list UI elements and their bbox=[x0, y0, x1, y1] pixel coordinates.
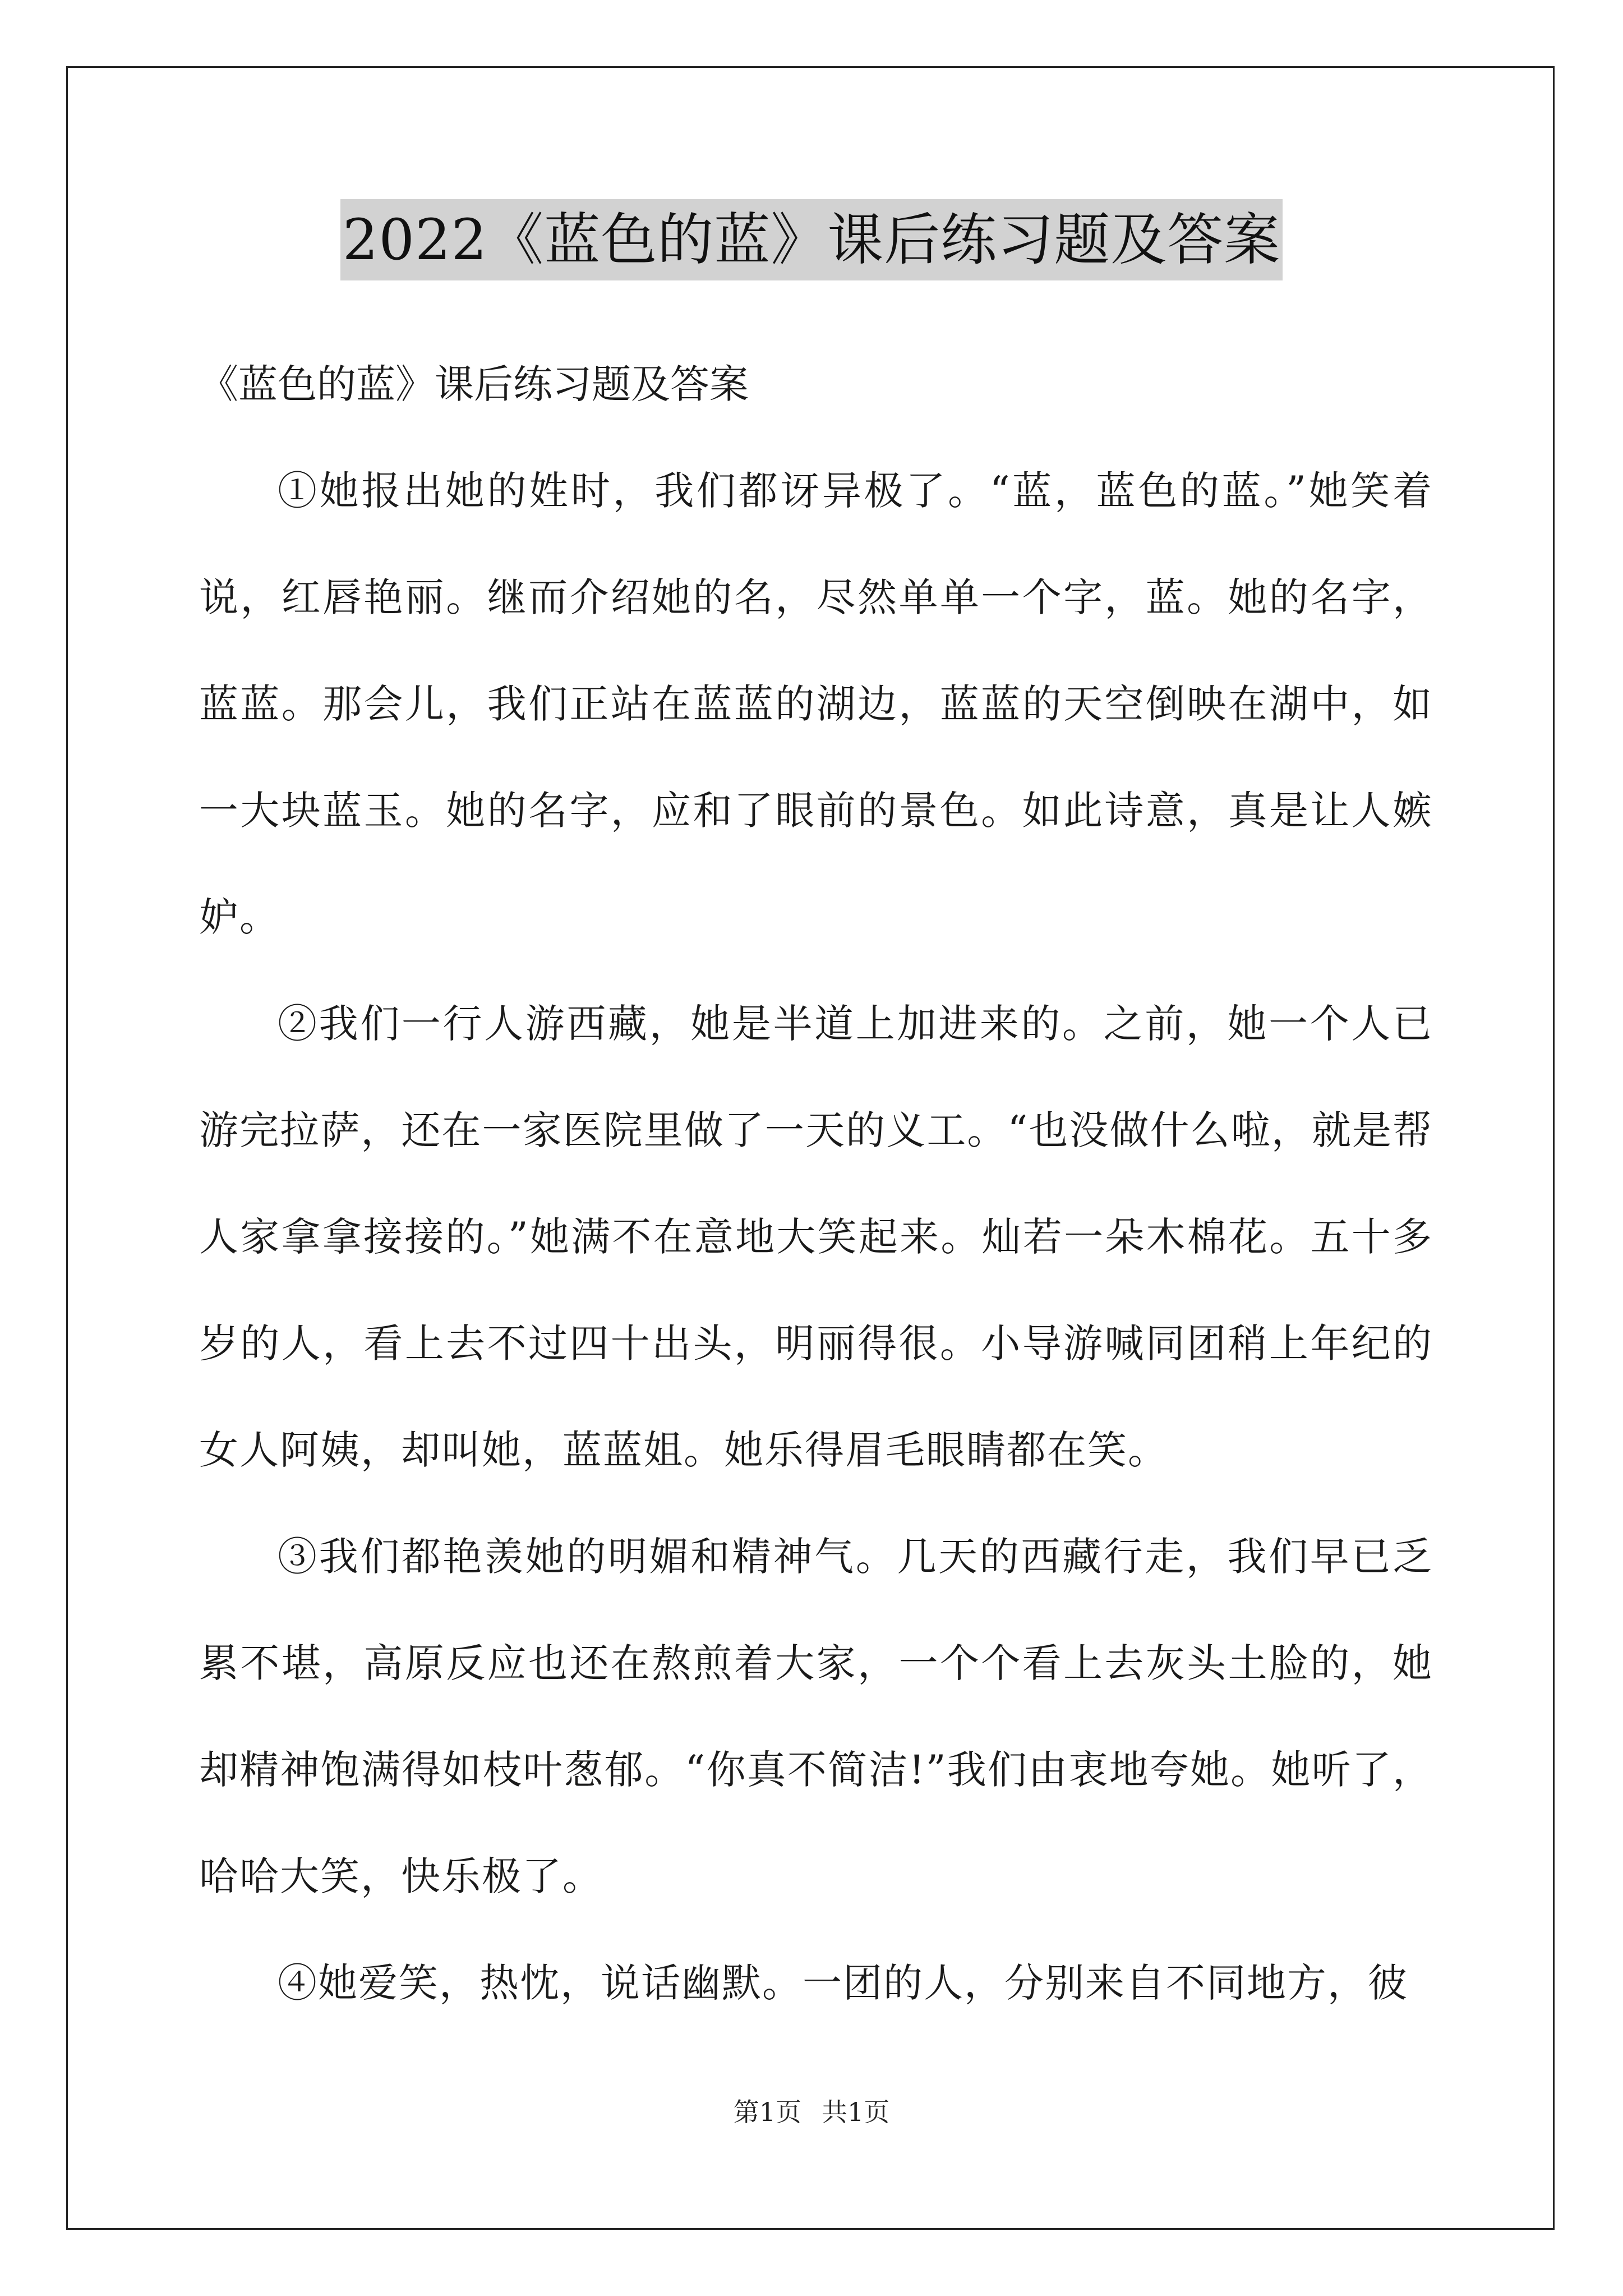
document-subtitle: 《蓝色的蓝》课后练习题及答案 bbox=[199, 361, 749, 407]
document-body bbox=[199, 331, 1433, 2036]
page-total: 共1页 bbox=[822, 2097, 890, 2127]
title-container bbox=[0, 199, 1623, 280]
paragraph-2: ②我们一行人游西藏，她是半道上加进来的。之前，她一个人已游完拉萨，还在一家医院里做了一天的义工。“也没做什么啦，就是帮人家拿拿接接的。”她满不在意地大笑起来。灿若一朵木棉花。五十多岁的人，看上去不过四十出头，明丽得很。小导游喊同团稍上年纪的女人阿姨，却叫她，蓝蓝姐。她乐得眉毛眼睛都在笑。 bbox=[199, 1001, 1433, 1473]
paragraph-3: ③我们都艳羡她的明媚和精神气。几天的西藏行走，我们早已乏累不堪，高原反应也还在熬煎着大家，一个个看上去灰头土脸的，她却精神饱满得如枝叶葱郁。“你真不简洁!”我们由衷地夸她。她听了，哈哈大笑，快乐极了。 bbox=[199, 1534, 1433, 1899]
page-footer bbox=[0, 2095, 1623, 2129]
page-number: 第1页 bbox=[733, 2097, 801, 2127]
paragraph-1: ①她报出她的姓时，我们都讶异极了。“蓝，蓝色的蓝。”她笑着说，红唇艳丽。继而介绍她的名，尽然单单一个字，蓝。她的名字，蓝蓝。那会儿，我们正站在蓝蓝的湖边，蓝蓝的天空倒映在湖中，如一大块蓝玉。她的名字，应和了眼前的景色。如此诗意，真是让人嫉妒。 bbox=[199, 468, 1433, 940]
paragraph-4: ④她爱笑，热忱，说话幽默。一团的人，分别来自不同地方，彼 bbox=[278, 1960, 1408, 2006]
document-title: 2022《蓝色的蓝》课后练习题及答案 bbox=[340, 199, 1283, 280]
